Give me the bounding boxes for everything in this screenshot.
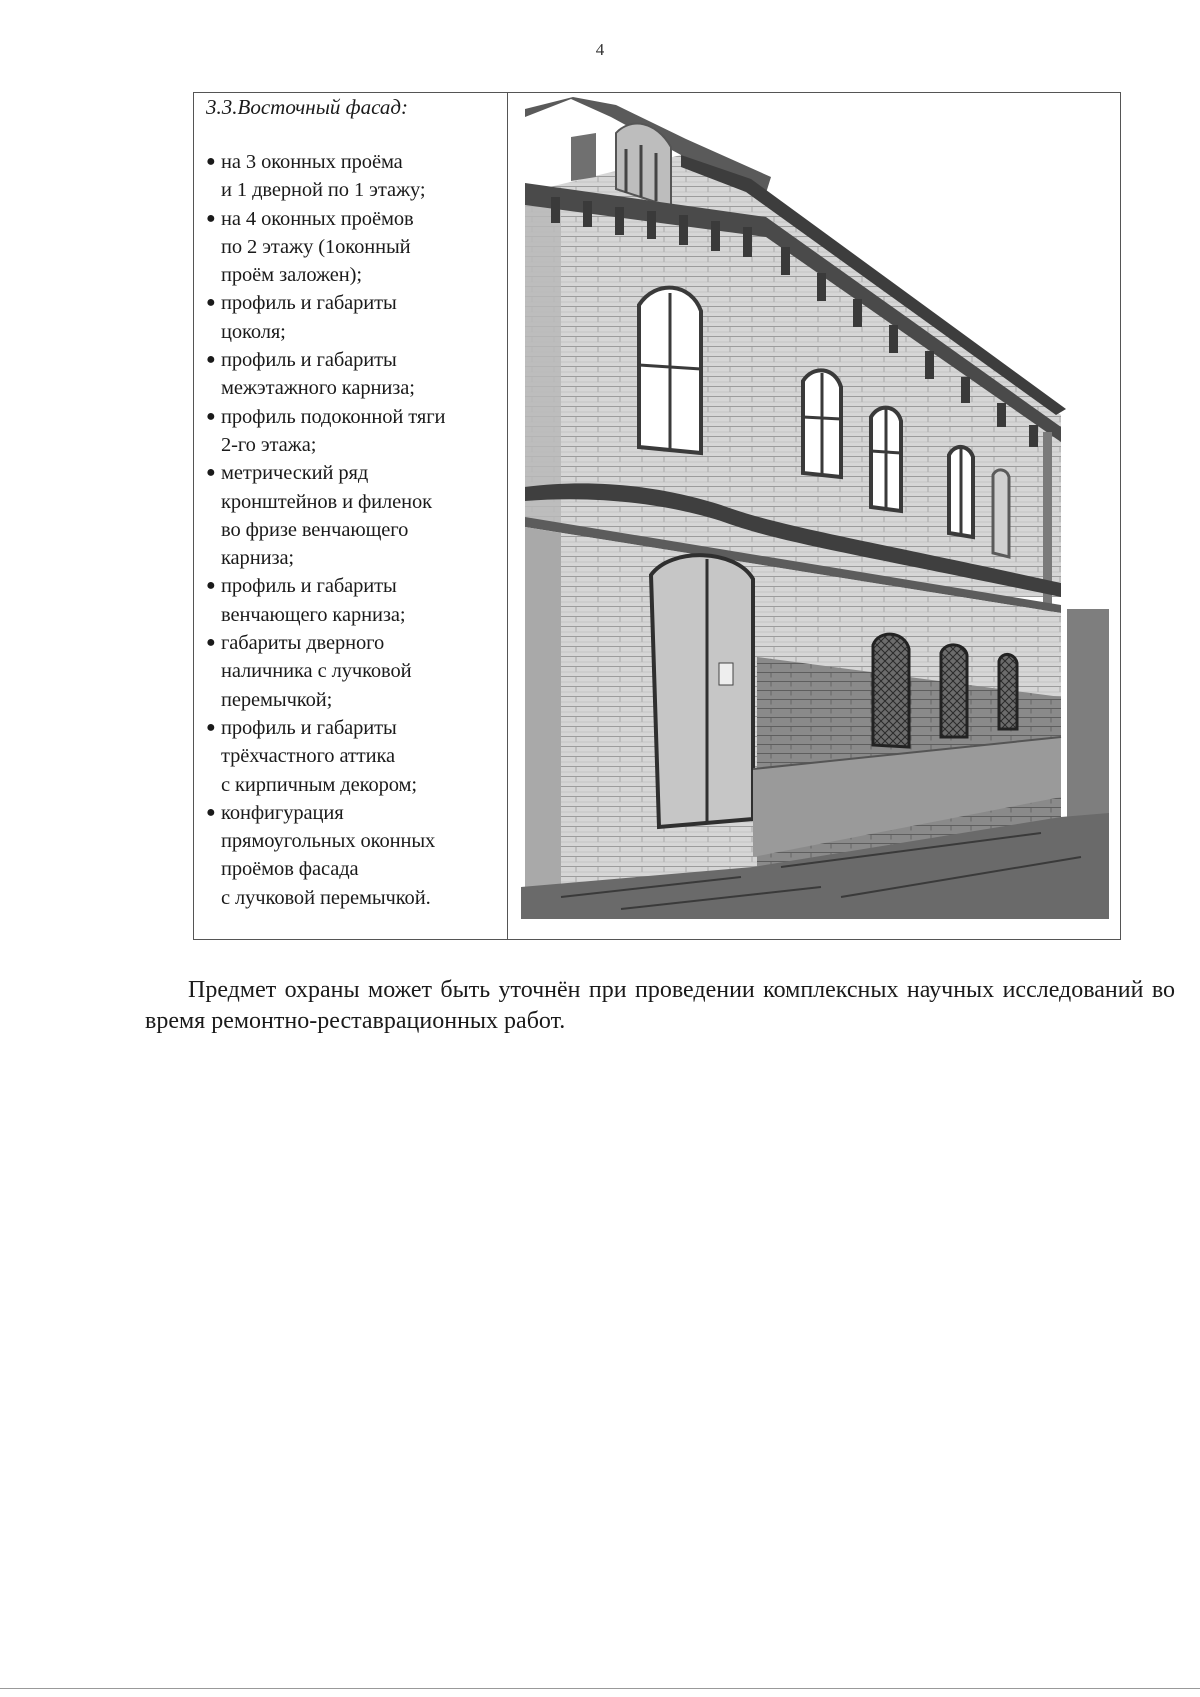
list-item-line: профиль и габариты [221,716,397,739]
bullet-icon: ● [206,577,216,595]
list-item-line: и 1 дверной по 1 этажу; [221,179,426,202]
list-item-line: с лучковой перемычкой. [221,886,431,909]
list-item [206,459,501,572]
list-item [206,148,501,205]
list-item-line: профиль и габариты [221,349,397,372]
closing-paragraph: Предмет охраны может быть уточнён при проведении комплексных научных исследований во время ремонтно-реставрационных работ. [145,977,1175,1034]
list-item-line: габариты дверного [221,632,385,655]
list-item [206,205,501,290]
list-item-line: межэтажного карниза; [221,377,415,400]
protected-items-list [206,148,501,912]
bullet-icon: ● [206,718,216,736]
list-item-line: перемычкой; [221,688,333,711]
list-item-line: конфигурация [221,801,344,824]
list-item-line: трёхчастного аттика [221,745,396,768]
list-item [206,346,501,403]
text-cell [194,93,507,939]
facade-table [193,92,1121,940]
list-item-line: 2-го этажа; [221,433,317,456]
list-item-line: по 2 этажу (1оконный [221,235,411,258]
list-item [206,629,501,714]
list-item-line: профиль и габариты [221,575,397,598]
bullet-icon: ● [206,209,216,227]
scan-edge-line [0,1688,1200,1689]
table-column-divider [507,93,508,939]
list-item-line: с кирпичным декором; [221,773,417,796]
list-item-line: во фризе венчающего [221,518,409,541]
facade-photo [521,97,1109,919]
bullet-icon: ● [206,294,216,312]
section-heading: 3.3.Восточный фасад: [206,95,408,119]
list-item [206,572,501,629]
bullet-icon: ● [206,153,216,170]
list-item-line: наличника с лучковой [221,660,412,683]
list-item [206,714,501,799]
bullet-icon: ● [206,634,216,652]
list-item [206,403,501,460]
list-item-line: проёмов фасада [221,858,359,881]
list-item-line: венчающего карниза; [221,603,406,626]
list-item-line: профиль и габариты [221,292,397,315]
list-item-line: метрический ряд [221,462,369,485]
list-item [206,289,501,346]
page-number: 4 [595,40,605,59]
list-item-line: карниза; [221,547,295,570]
bullet-icon: ● [206,803,216,821]
list-item-line: на 4 оконных проёмов [221,207,414,230]
list-item-line: профиль подоконной тяги [221,405,446,428]
bullet-icon: ● [206,464,216,482]
list-item-line: прямоугольных оконных [221,830,436,853]
list-item-line: цоколя; [221,320,286,343]
list-item-line: кронштейнов и филенок [221,490,433,513]
bullet-icon: ● [206,407,216,425]
list-item-line: проём заложен); [221,264,362,287]
list-item-line: на 3 оконных проёма [221,151,403,173]
facade-photo-illustration [521,97,1109,919]
bullet-icon: ● [206,351,216,369]
list-item [206,799,501,912]
